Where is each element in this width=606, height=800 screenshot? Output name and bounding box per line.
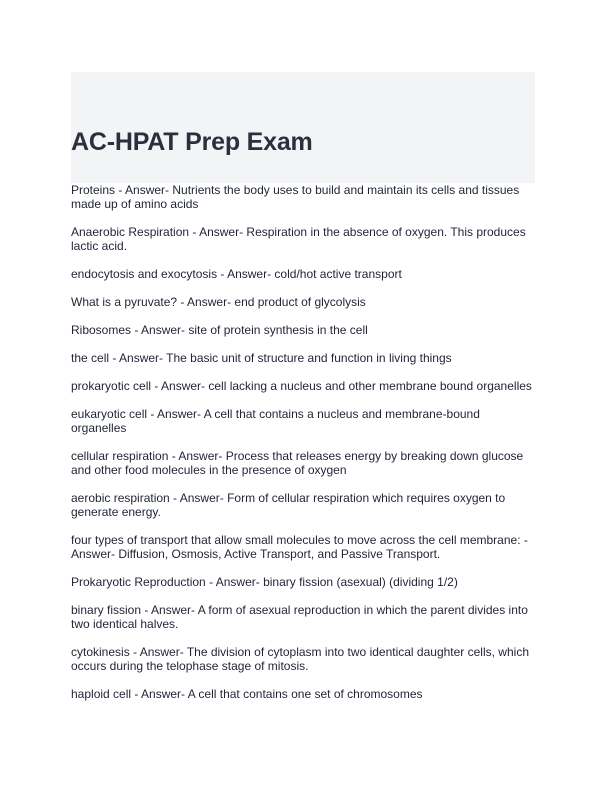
qa-item-prokaryotic-cell: prokaryotic cell - Answer- cell lacking a nucleus and other membrane bound organelles bbox=[71, 379, 532, 393]
qa-item-eukaryotic-cell: eukaryotic cell - Answer- A cell that contains a nucleus and membrane-bound organelles bbox=[71, 407, 480, 435]
qa-item-cellular-respiration: cellular respiration - Answer- Process that releases energy by breaking down glucose and other food molecules in the presence of oxygen bbox=[71, 449, 524, 477]
qa-item-cytokinesis: cytokinesis - Answer- The division of cytoplasm into two identical daughter cells, which occurs during the telophase stage of mitosis. bbox=[71, 645, 529, 673]
qa-item-endocytosis-exocytosis: endocytosis and exocytosis - Answer- cold/hot active transport bbox=[71, 267, 402, 281]
qa-item-aerobic-respiration: aerobic respiration - Answer- Form of cellular respiration which requires oxygen to generate energy. bbox=[71, 491, 506, 519]
qa-item-prokaryotic-reproduction: Prokaryotic Reproduction - Answer- binary fission (asexual) (dividing 1/2) bbox=[71, 575, 458, 589]
qa-item-haploid-cell: haploid cell - Answer- A cell that contains one set of chromosomes bbox=[71, 687, 423, 701]
qa-item-the-cell: the cell - Answer- The basic unit of structure and function in living things bbox=[71, 351, 452, 365]
qa-list bbox=[71, 183, 537, 715]
qa-item-pyruvate: What is a pyruvate? - Answer- end product of glycolysis bbox=[71, 295, 366, 309]
qa-item-transport-types: four types of transport that allow small molecules to move across the cell membrane: - Answer- Diffusion, Osmosis, Active Transport, and Passive Transport. bbox=[71, 533, 528, 561]
qa-item-ribosomes: Ribosomes - Answer- site of protein synthesis in the cell bbox=[71, 323, 368, 337]
page-title: AC-HPAT Prep Exam bbox=[71, 128, 313, 156]
qa-item-binary-fission: binary fission - Answer- A form of asexual reproduction in which the parent divides into two identical halves. bbox=[71, 603, 528, 631]
qa-item-anaerobic-respiration: Anaerobic Respiration - Answer- Respiration in the absence of oxygen. This produces lactic acid. bbox=[71, 225, 526, 253]
qa-item-proteins: Proteins - Answer- Nutrients the body uses to build and maintain its cells and tissues made up of amino acids bbox=[71, 183, 520, 211]
